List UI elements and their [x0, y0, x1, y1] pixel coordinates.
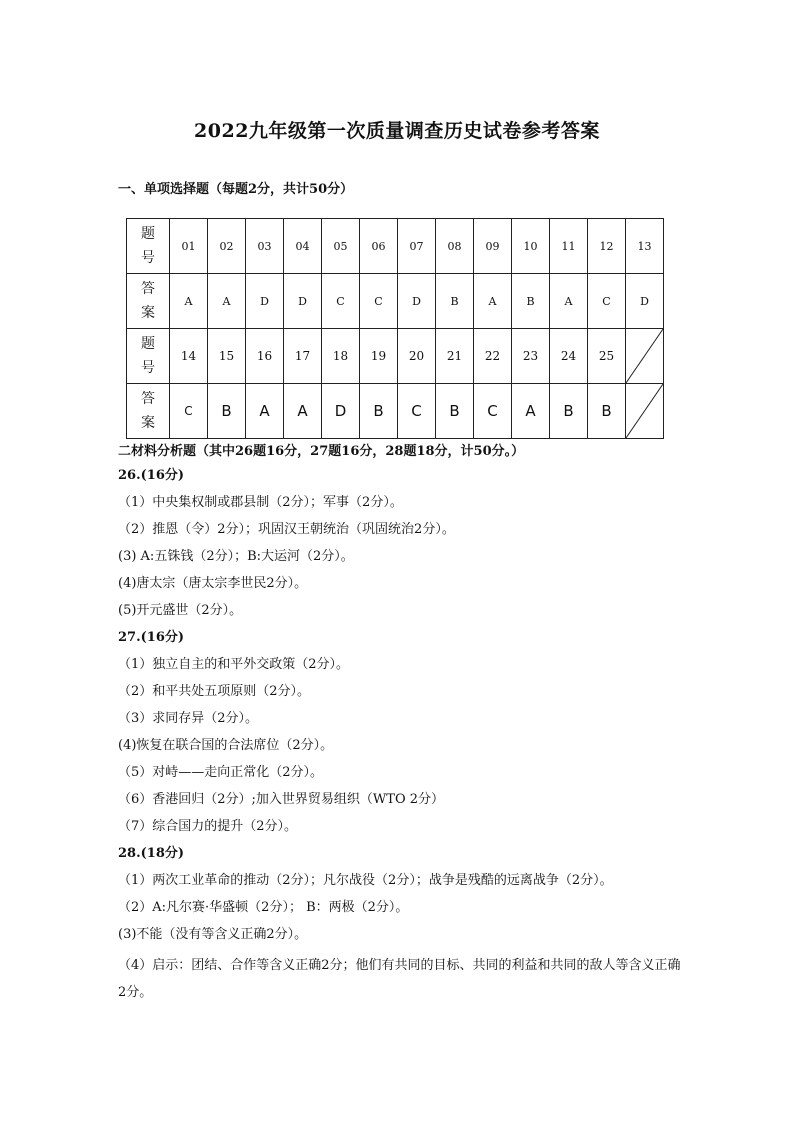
question-number-cell: 19 [360, 329, 398, 384]
question-number-cell: 14 [170, 329, 208, 384]
answer-body [118, 466, 688, 1006]
question-27-title: 27.(16分) [118, 630, 185, 645]
row-label-top: 题 [141, 336, 155, 352]
answer-table [126, 218, 664, 439]
question-number-cell: 07 [398, 219, 436, 274]
answer-line: （2）A:凡尔赛·华盛顿（2分）； B：两极（2分）。 [118, 900, 409, 915]
question-number-cell: 13 [626, 219, 664, 274]
answer-cell: B [360, 384, 398, 439]
answer-line: (3)不能（没有等含义正确2分）。 [118, 927, 308, 942]
answer-cell: D [322, 384, 360, 439]
answer-cell: B [512, 274, 550, 329]
empty-slash-cell [626, 384, 664, 439]
answer-cell: B [208, 384, 246, 439]
question-number-cell: 12 [588, 219, 626, 274]
row-label-top: 题 [141, 226, 155, 242]
row-label-question-number [127, 219, 170, 274]
question-number-cell: 11 [550, 219, 588, 274]
answer-cell: D [398, 274, 436, 329]
answer-cell: C [322, 274, 360, 329]
answer-cell: D [246, 274, 284, 329]
row-label-bottom: 号 [141, 250, 155, 266]
answer-line: （2）和平共处五项原则（2分）。 [118, 684, 311, 699]
question-number-cell: 22 [474, 329, 512, 384]
answer-cell: C [360, 274, 398, 329]
answer-cell: C [398, 384, 436, 439]
table-row-numbers-2 [127, 329, 664, 384]
row-label-bottom: 号 [141, 360, 155, 376]
row-label-answer [127, 274, 170, 329]
answer-line: （3）求同存异（2分）。 [118, 711, 259, 726]
answer-line: (4)唐太宗（唐太宗李世民2分）。 [118, 576, 308, 591]
row-label-top: 答 [141, 391, 155, 407]
answer-cell: A [284, 384, 322, 439]
answer-line: （4）启示：团结、合作等含义正确2分；他们有共同的目标、共同的利益和共同的敌人等含义正确2分。 [118, 958, 681, 1000]
answer-line: (4)恢复在联合国的合法席位（2分）。 [118, 738, 334, 753]
question-number-cell: 18 [322, 329, 360, 384]
answer-cell: B [436, 274, 474, 329]
table-row-numbers-1 [127, 219, 664, 274]
answer-line: (5)开元盛世（2分）。 [118, 603, 243, 618]
section-heading-multiple-choice: 一、单项选择题（每题2分，共计50分） [118, 182, 354, 197]
question-number-cell: 01 [170, 219, 208, 274]
question-number-cell: 03 [246, 219, 284, 274]
answer-cell: B [588, 384, 626, 439]
answer-line: (3) A:五铢钱（2分）；B:大运河（2分）。 [118, 549, 354, 564]
question-number-cell: 05 [322, 219, 360, 274]
answer-cell: A [170, 274, 208, 329]
answer-cell: A [246, 384, 284, 439]
document-title: 2022九年级第一次质量调查历史试卷参考答案 [194, 120, 600, 142]
question-number-cell: 08 [436, 219, 474, 274]
answer-cell: D [284, 274, 322, 329]
answer-cell: C [170, 384, 208, 439]
question-number-cell: 17 [284, 329, 322, 384]
question-number-cell: 20 [398, 329, 436, 384]
answer-line: （6）香港回归（2分）;加入世界贸易组织（WTO 2分） [118, 792, 445, 807]
question-26-title: 26.(16分) [118, 468, 185, 483]
answer-cell: B [436, 384, 474, 439]
question-number-cell: 23 [512, 329, 550, 384]
empty-slash-cell [626, 329, 664, 384]
diagonal-slash-icon [626, 329, 663, 383]
question-number-cell: 25 [588, 329, 626, 384]
row-label-bottom: 案 [141, 305, 155, 321]
answer-line: （1）独立自主的和平外交政策（2分）。 [118, 657, 350, 672]
question-number-cell: 21 [436, 329, 474, 384]
question-number-cell: 16 [246, 329, 284, 384]
answer-cell: A [208, 274, 246, 329]
question-number-cell: 10 [512, 219, 550, 274]
answer-cell: C [588, 274, 626, 329]
answer-cell: C [474, 384, 512, 439]
question-number-cell: 15 [208, 329, 246, 384]
row-label-answer [127, 384, 170, 439]
table-row-answers-1 [127, 274, 664, 329]
answer-cell: A [474, 274, 512, 329]
row-label-top: 答 [141, 281, 155, 297]
question-number-cell: 04 [284, 219, 322, 274]
answer-line: （5）对峙——走向正常化（2分）。 [118, 765, 324, 780]
answer-cell: B [550, 384, 588, 439]
question-number-cell: 24 [550, 329, 588, 384]
row-label-question-number [127, 329, 170, 384]
diagonal-slash-icon [626, 384, 663, 438]
answer-line: （1）中央集权制或郡县制（2分）；军事（2分）。 [118, 495, 403, 510]
table-row-answers-2 [127, 384, 664, 439]
answer-line: （7）综合国力的提升（2分）。 [118, 819, 298, 834]
question-28-title: 28.(18分) [118, 846, 185, 861]
answer-line: （2）推恩（令）2分）；巩固汉王朝统治（巩固统治2分）。 [118, 522, 455, 537]
question-number-cell: 09 [474, 219, 512, 274]
section-heading-material-analysis: 二材料分析题（其中26题16分，27题16分，28题18分，计50分。） [118, 444, 525, 459]
answer-line: （1）两次工业革命的推动（2分）；凡尔战役（2分）；战争是残酷的远离战争（2分）。 [118, 873, 613, 888]
answer-cell: A [550, 274, 588, 329]
row-label-bottom: 案 [141, 415, 155, 431]
question-number-cell: 02 [208, 219, 246, 274]
question-number-cell: 06 [360, 219, 398, 274]
answer-cell: A [512, 384, 550, 439]
answer-cell: D [626, 274, 664, 329]
